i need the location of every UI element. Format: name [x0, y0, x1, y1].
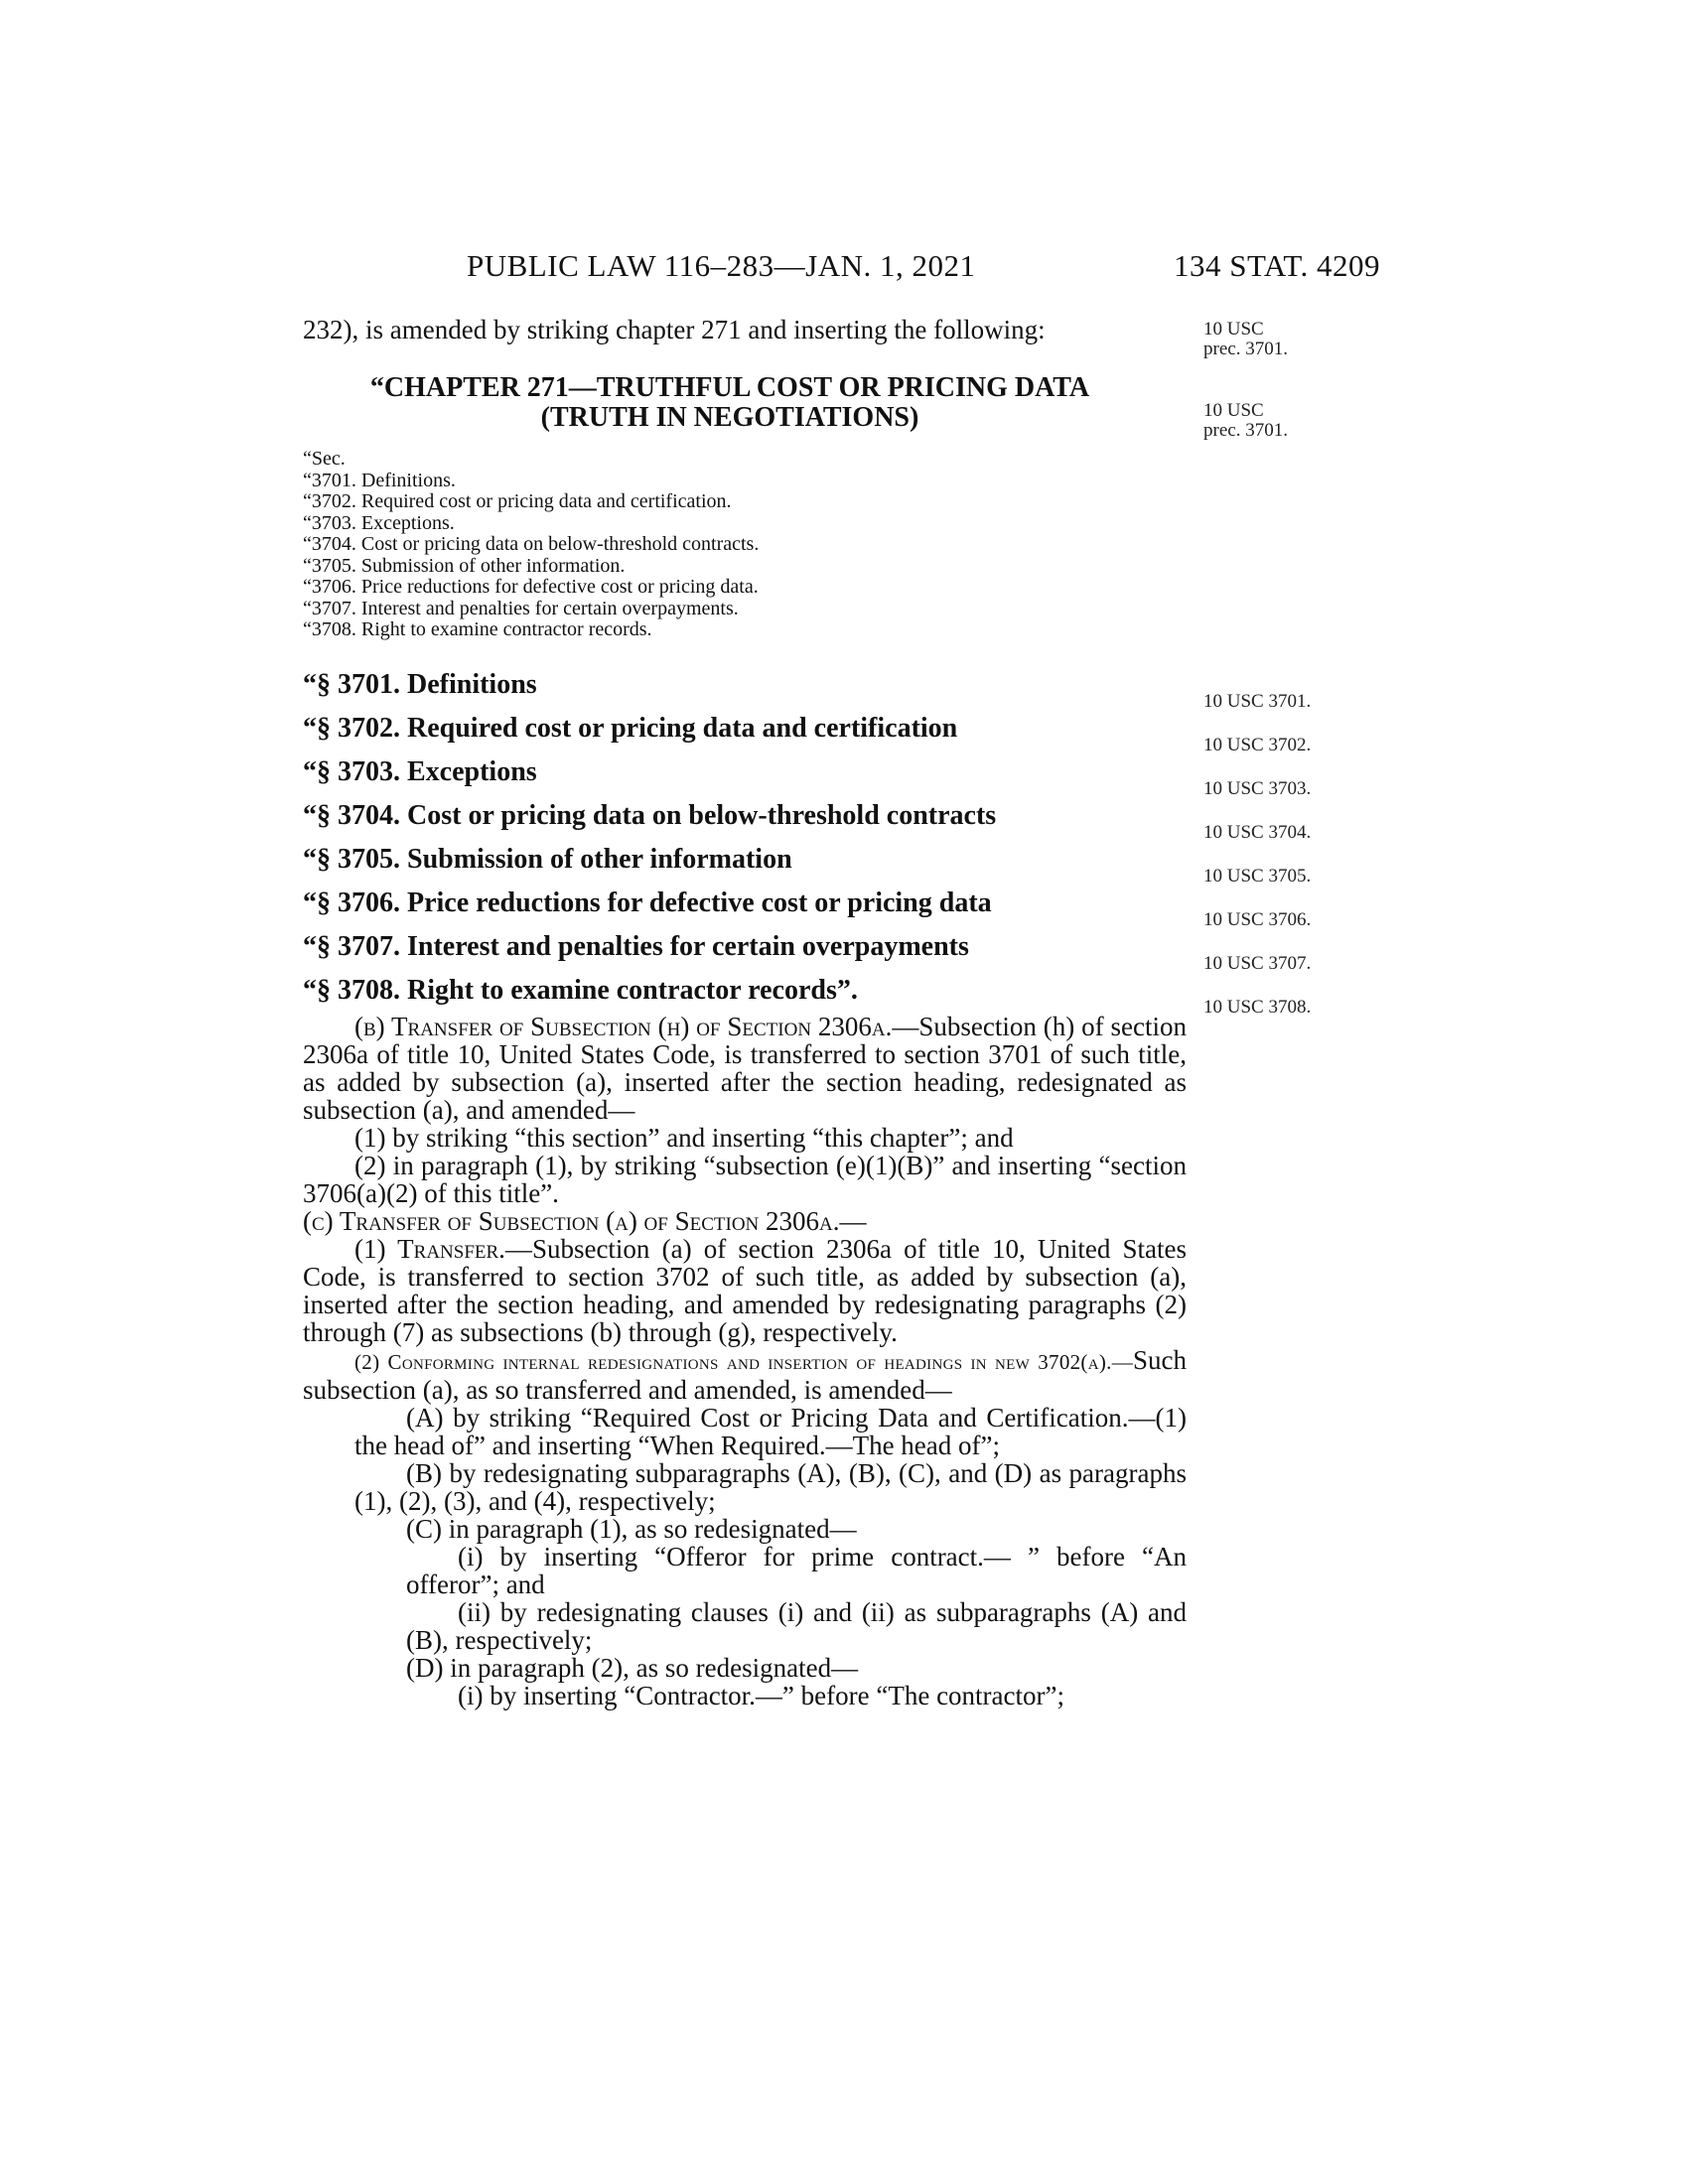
- section-heading: “§ 3705. Submission of other information: [303, 843, 792, 875]
- toc-item: “3705. Submission of other information.: [303, 554, 626, 577]
- clause-C-ii: (ii) by redesignating clauses (i) and (ii) as subparagraphs (A) and (B), respectively;: [406, 1596, 1187, 1655]
- toc-item: “Sec.: [303, 448, 346, 470]
- chapter-title: [303, 373, 1157, 433]
- subsection-b: [303, 1013, 1187, 1124]
- margin-note-chapter: [1203, 401, 1288, 441]
- paragraph-c2-text: Such subsection (a), as so transferred and amended, is amended—: [303, 1344, 1187, 1405]
- paragraph-c1: [303, 1235, 1187, 1346]
- subsection-b-heading: (b) Transfer of Subsection (h) of Section 2306a.—: [354, 1011, 919, 1041]
- section-heading: “§ 3708. Right to examine contractor records”.: [303, 974, 858, 1006]
- paragraph-c2: [303, 1346, 1187, 1404]
- section-heading: “§ 3701. Definitions: [303, 668, 537, 700]
- margin-note-3705: 10 USC 3705.: [1203, 866, 1312, 887]
- clause-D-i: (i) by inserting “Contractor.—” before “The contractor”;: [458, 1680, 1064, 1710]
- subsection-c-heading-text: (c) Transfer of Subsection (a) of Section 2306a.—: [303, 1205, 867, 1236]
- paragraph-c1-text: Subsection (a) of section 2306a of title 10, United States Code, is transferred to section 3702 of such title, as added by subsection (a), inserted after the section heading, and amended by redesignating paragraphs (2) through (7) as subsections (b) through (g), respectively.: [303, 1233, 1188, 1347]
- chapter-title-line: “CHAPTER 271—TRUTHFUL COST OR PRICING DATA: [369, 372, 1090, 403]
- subparagraph-B: (B) by redesignating subparagraphs (A), (B), (C), and (D) as paragraphs (1), (2), (3), and (4), respectively;: [354, 1457, 1187, 1516]
- margin-note-intro: [1203, 320, 1288, 359]
- clause-C-i: (i) by inserting “Offeror for prime contract.— ” before “An offeror”; and: [406, 1541, 1187, 1599]
- margin-note-3708: 10 USC 3708.: [1203, 997, 1312, 1018]
- margin-note-line: prec. 3701.: [1203, 420, 1288, 441]
- margin-note-3707: 10 USC 3707.: [1203, 953, 1312, 974]
- intro-paragraph: 232), is amended by striking chapter 271 and inserting the following:: [303, 315, 1046, 344]
- section-headings: [303, 663, 1187, 1013]
- chapter-title-line: (TRUTH IN NEGOTIATIONS): [540, 402, 919, 433]
- document-body: [303, 316, 1187, 1709]
- paragraph-c1-heading: (1) Transfer.—: [354, 1233, 532, 1264]
- section-heading: “§ 3707. Interest and penalties for certain overpayments: [303, 930, 969, 962]
- toc-item: “3704. Cost or pricing data on below-threshold contracts.: [303, 533, 760, 555]
- toc-item: “3708. Right to examine contractor records.: [303, 618, 652, 640]
- toc-item: “3707. Interest and penalties for certain overpayments.: [303, 597, 739, 619]
- public-law-citation: PUBLIC LAW 116–283—JAN. 1, 2021: [467, 248, 976, 283]
- section-heading: “§ 3706. Price reductions for defective cost or pricing data: [303, 887, 992, 918]
- subsection-b-text: Subsection (h) of section 2306a of title 10, United States Code, is transferred to section 3701 of such title, as added by subsection (a), inserted after the section heading, redesignated as subsection (a), and amended—: [303, 1011, 1187, 1125]
- statute-page-number: 134 STAT. 4209: [1173, 248, 1380, 283]
- section-heading: “§ 3704. Cost or pricing data on below-threshold contracts: [303, 799, 997, 831]
- paragraph-c2-heading: (2) Conforming internal redesignations and insertion of headings in new 3702(a).—: [354, 1349, 1133, 1374]
- subparagraph-C: (C) in paragraph (1), as so redesignated—: [406, 1513, 857, 1544]
- margin-note-3702: 10 USC 3702.: [1203, 735, 1312, 755]
- subparagraph-A: (A) by striking “Required Cost or Pricing Data and Certification.—(1) the head of” and inserting “When Required.—The head of”;: [354, 1402, 1187, 1460]
- section-heading: “§ 3703. Exceptions: [303, 755, 537, 787]
- margin-note-line: 10 USC: [1203, 400, 1264, 421]
- margin-note-line: 10 USC: [1203, 319, 1264, 340]
- toc-item: “3702. Required cost or pricing data and certification.: [303, 490, 732, 512]
- margin-note-3704: 10 USC 3704.: [1203, 822, 1312, 843]
- subsection-c-heading: [303, 1207, 1187, 1235]
- table-of-contents: [303, 449, 1187, 641]
- margin-note-3706: 10 USC 3706.: [1203, 909, 1312, 930]
- paragraph-b2: (2) in paragraph (1), by striking “subsection (e)(1)(B)” and inserting “section 3706(a)(2) of this title”.: [303, 1150, 1187, 1208]
- toc-item: “3703. Exceptions.: [303, 511, 455, 534]
- toc-item: “3706. Price reductions for defective cost or pricing data.: [303, 576, 759, 598]
- subparagraph-D: (D) in paragraph (2), as so redesignated—: [406, 1652, 859, 1683]
- section-heading: “§ 3702. Required cost or pricing data and certification: [303, 712, 958, 744]
- running-header: [467, 248, 1380, 288]
- margin-note-3701: 10 USC 3701.: [1203, 691, 1312, 712]
- paragraph-b1: (1) by striking “this section” and inserting “this chapter”; and: [354, 1122, 1014, 1153]
- margin-note-line: prec. 3701.: [1203, 339, 1288, 359]
- margin-note-3703: 10 USC 3703.: [1203, 778, 1312, 799]
- toc-item: “3701. Definitions.: [303, 469, 456, 491]
